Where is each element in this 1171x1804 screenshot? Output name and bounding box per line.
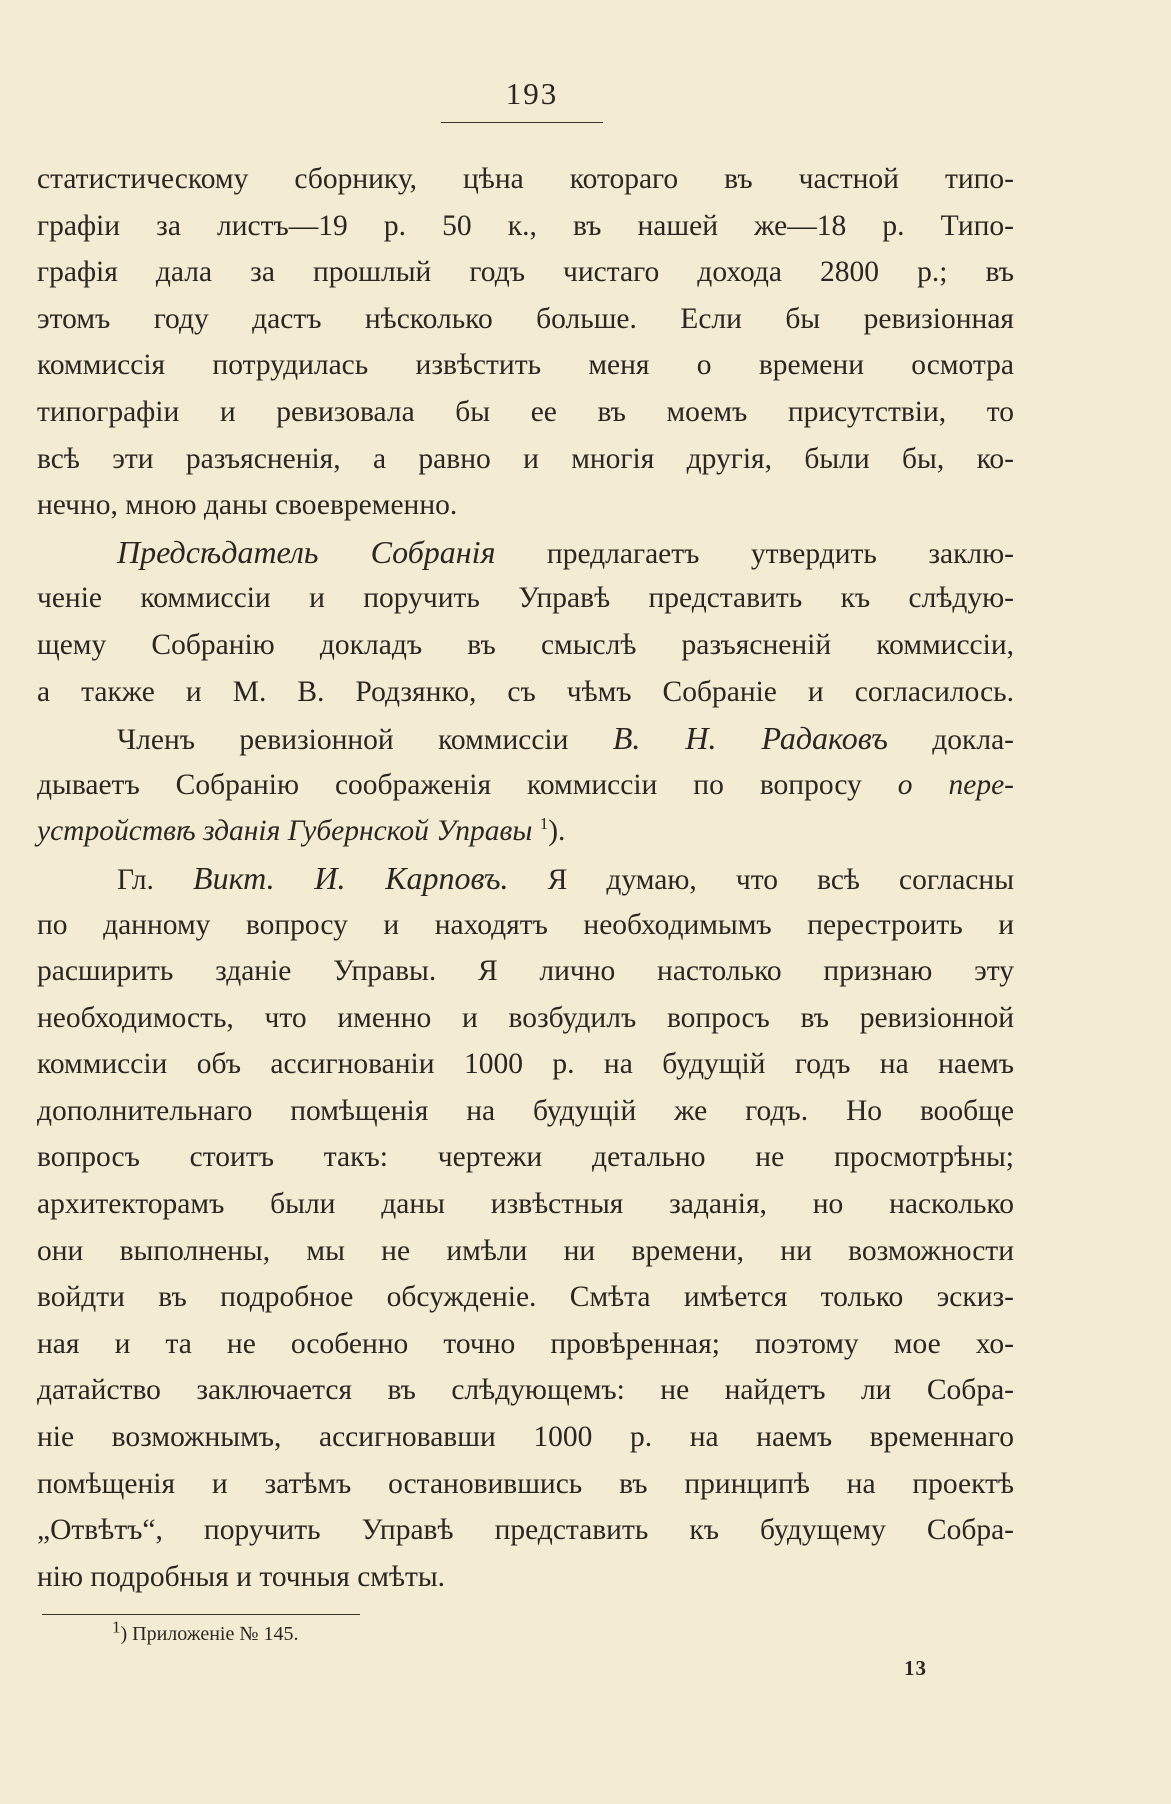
text-line: коммиссія потрудилась извѣстить меня о времени осмотра: [37, 349, 1014, 382]
text-fragment: доклa-: [887, 724, 1014, 757]
text-line: ніе возможнымъ, ассигновавши 1000 р. на наемъ временнаго: [37, 1421, 1014, 1454]
main-text: [37, 156, 1014, 1600]
text-line: графія дала за прошлый годъ чистаго дохода 2800 р.; въ: [37, 256, 1014, 289]
text-line: датайство заключается въ слѣдующемъ: не найдетъ ли Собра-: [37, 1374, 1014, 1407]
text-line: войдти въ подробное обсужденіе. Смѣта имѣется только эскиз-: [37, 1281, 1014, 1314]
text-fragment: ).: [548, 815, 566, 848]
text-line: ная и та не особенно точно провѣренная; поэтому мое хо-: [37, 1327, 1014, 1360]
text-line: они выполнены, мы не имѣли ни времени, ни возможности: [37, 1234, 1014, 1267]
text-line: всѣ эти разъясненія, а равно и многія другія, были бы, ко-: [37, 442, 1014, 475]
text-line: по данному вопросу и находятъ необходимымъ перестроить и: [37, 908, 1014, 941]
text-line: нечно, мною даны своевременно.: [37, 489, 458, 522]
footnote-marker: 1: [539, 814, 549, 834]
text-fragment: Гл.: [117, 863, 194, 896]
text-fragment: Членъ ревизіонной коммиссіи: [117, 724, 613, 757]
text-line: [37, 762, 1014, 809]
text-line: „Отвѣтъ“, поручить Управѣ представить къ будущему Собра-: [37, 1514, 1014, 1547]
header-rule: [441, 122, 603, 123]
speaker-name: Предсѣдатель Собранія: [117, 533, 496, 570]
text-fragment: дываетъ Собранію соображенія коммиссіи по вопросу: [37, 768, 898, 801]
text-line: [37, 808, 1014, 855]
text-line: расширить зданіе Управы. Я лично настолько признаю эту: [37, 955, 1014, 988]
speaker-name: В. Н. Радаковъ: [612, 720, 888, 757]
text-line: вопросъ стоитъ такъ: чертежи детально не просмотрѣны;: [37, 1141, 1014, 1174]
footnote-rule: [42, 1614, 360, 1615]
text-line: ченіе коммиссіи и поручить Управѣ представить къ слѣдую-: [37, 582, 1014, 615]
text-line: нію подробныя и точныя смѣты.: [37, 1560, 446, 1593]
text-fragment: Я думаю, что всѣ согласны: [508, 863, 1015, 896]
italic-title: устройствѣ зданія Губернской Управы: [37, 815, 533, 848]
text-line: а также и М. В. Родзянко, съ чѣмъ Собраніе и согласилось.: [37, 675, 1014, 708]
speaker-name: Викт. И. Карповъ.: [193, 859, 509, 896]
text-line: дополнительнаго помѣщенія на будущій же годъ. Но вообще: [37, 1094, 1014, 1127]
text-line: этомъ году дастъ нѣсколько больше. Если бы ревизіонная: [37, 302, 1014, 335]
footnote: [112, 1617, 299, 1647]
text-line: статистическому сборнику, цѣна котораго въ частной типо-: [37, 163, 1014, 195]
text-line: необходимость, что именно и возбудилъ вопросъ въ ревизіонной: [37, 1001, 1014, 1034]
text-line: типографіи и ревизовала бы ее въ моемъ присутствіи, то: [37, 395, 1014, 428]
signature-mark: 13: [904, 1656, 927, 1680]
text-line: щему Собранію докладъ въ смыслѣ разъясненій коммиссіи,: [37, 628, 1014, 661]
text-fragment: предлагаетъ утвердить заклю-: [495, 537, 1014, 570]
text-line: [37, 715, 1014, 762]
footnote-text: ) Приложеніе № 145.: [120, 1623, 299, 1645]
text-line: коммиссіи объ ассигнованіи 1000 р. на будущій годъ на наемъ: [37, 1048, 1014, 1081]
text-line: архитекторамъ были даны извѣстныя заданія, но насколько: [37, 1188, 1014, 1221]
italic-title: о пере-: [897, 768, 1014, 801]
text-line: [37, 529, 1014, 576]
text-line: помѣщенія и затѣмъ остановившись въ принципѣ на проектѣ: [37, 1467, 1014, 1500]
footnote-marker: 1: [112, 1617, 121, 1637]
text-line: [37, 855, 1014, 902]
page-number: 193: [505, 76, 559, 111]
text-line: графіи за листъ—19 р. 50 к., въ нашей же—18 р. Типо-: [37, 209, 1014, 242]
